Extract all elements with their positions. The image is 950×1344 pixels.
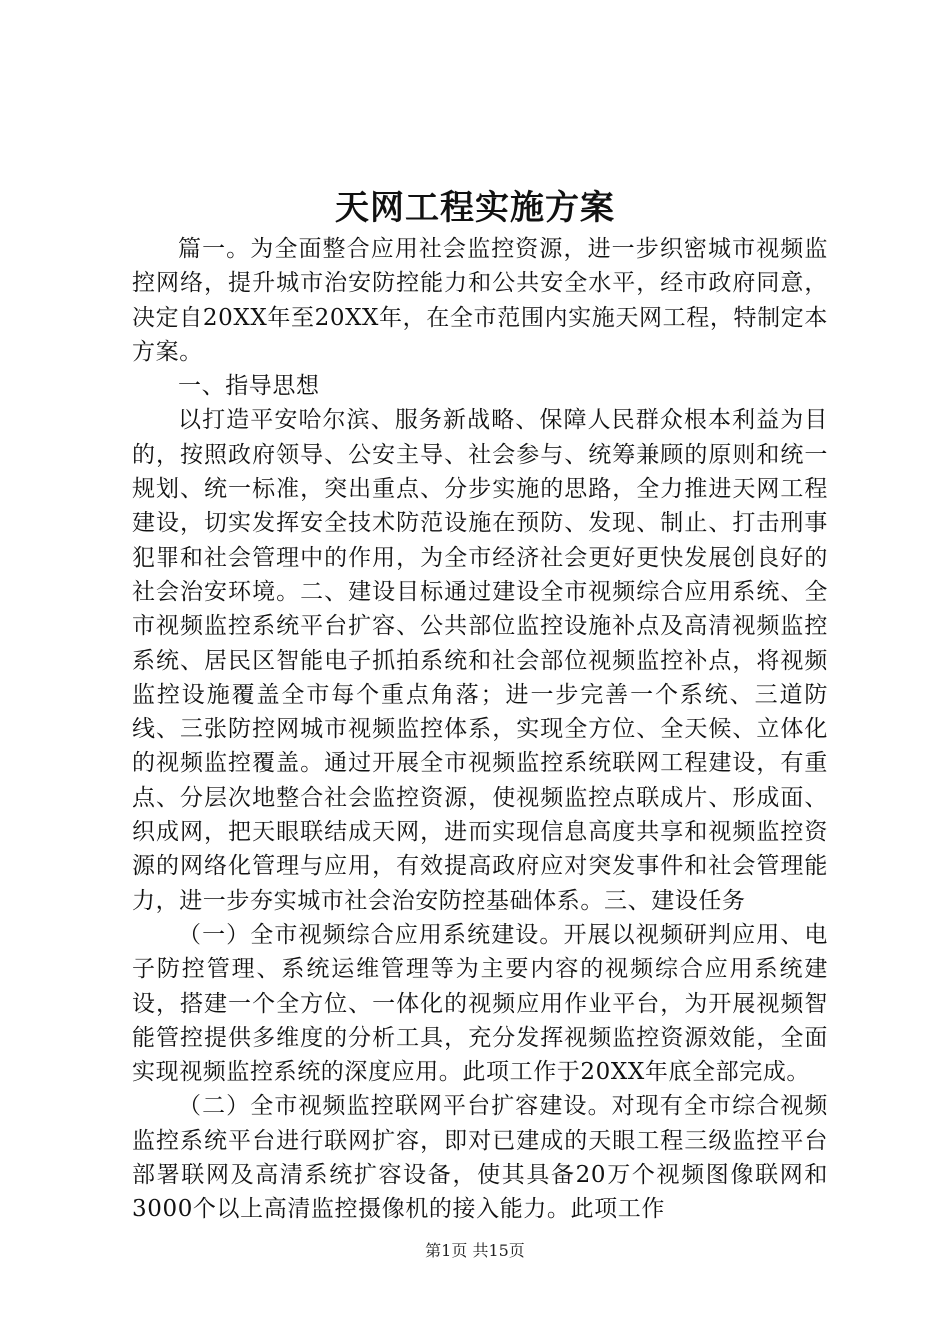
paragraph-task-two: （二）全市视频监控联网平台扩容建设。对现有全市综合视频监控系统平台进行联网扩容，即对已建成的天眼工程三级监控平台部署联网及高清系统扩容设备，使其具备20万个视频图像联网和3000个以上高清监控摄像机的接入能力。此项工作 — [132, 1093, 828, 1223]
document-title: 天网工程实施方案 — [335, 188, 615, 228]
page-footer: 第1页 共15页 — [425, 1241, 525, 1260]
document-body — [132, 232, 828, 1227]
paragraph-guiding-ideology: 以打造平安哈尔滨、服务新战略、保障人民群众根本利益为目的，按照政府领导、公安主导、社会参与、统筹兼顾的原则和统一规划、统一标准，突出重点、分步实施的思路，全力推进天网工程建设，切实发挥安全技术防范设施在预防、发现、制止、打击刑事犯罪和社会管理中的作用，为全市经济社会更好更快发展创良好的社会治安环境。二、建设目标通过建设全市视频综合应用系统、全市视频监控系统平台扩容、公共部位监控设施补点及高清视频监控系统、居民区智能电子抓拍系统和社会部位视频监控补点，将视频监控设施覆盖全市每个重点角落；进一步完善一个系统、三道防线、三张防控网城市视频监控体系，实现全方位、全天候、立体化的视频监控覆盖。通过开展全市视频监控系统联网工程建设，有重点、分层次地整合社会监控资源，使视频监控点联成片、形成面、织成网，把天眼联结成天网，进而实现信息高度共享和视频监控资源的网络化管理与应用，有效提高政府应对突发事件和社会管理能力，进一步夯实城市社会治安防控基础体系。三、建设任务 — [132, 407, 828, 914]
section-heading-guiding-ideology: 一、指导思想 — [178, 373, 320, 400]
paragraph-task-one: （一）全市视频综合应用系统建设。开展以视频研判应用、电子防控管理、系统运维管理等为主要内容的视频综合应用系统建设，搭建一个全方位、一体化的视频应用作业平台，为开展视频智能管控提供多维度的分析工具，充分发挥视频监控资源效能，全面实现视频监控系统的深度应用。此项工作于20XX年底全部完成。 — [132, 921, 828, 1086]
paragraph-intro: 篇一。为全面整合应用社会监控资源，进一步织密城市视频监控网络，提升城市治安防控能力和公共安全水平，经市政府同意，决定自20XX年至20XX年，在全市范围内实施天网工程，特制定本方案。 — [132, 236, 828, 365]
